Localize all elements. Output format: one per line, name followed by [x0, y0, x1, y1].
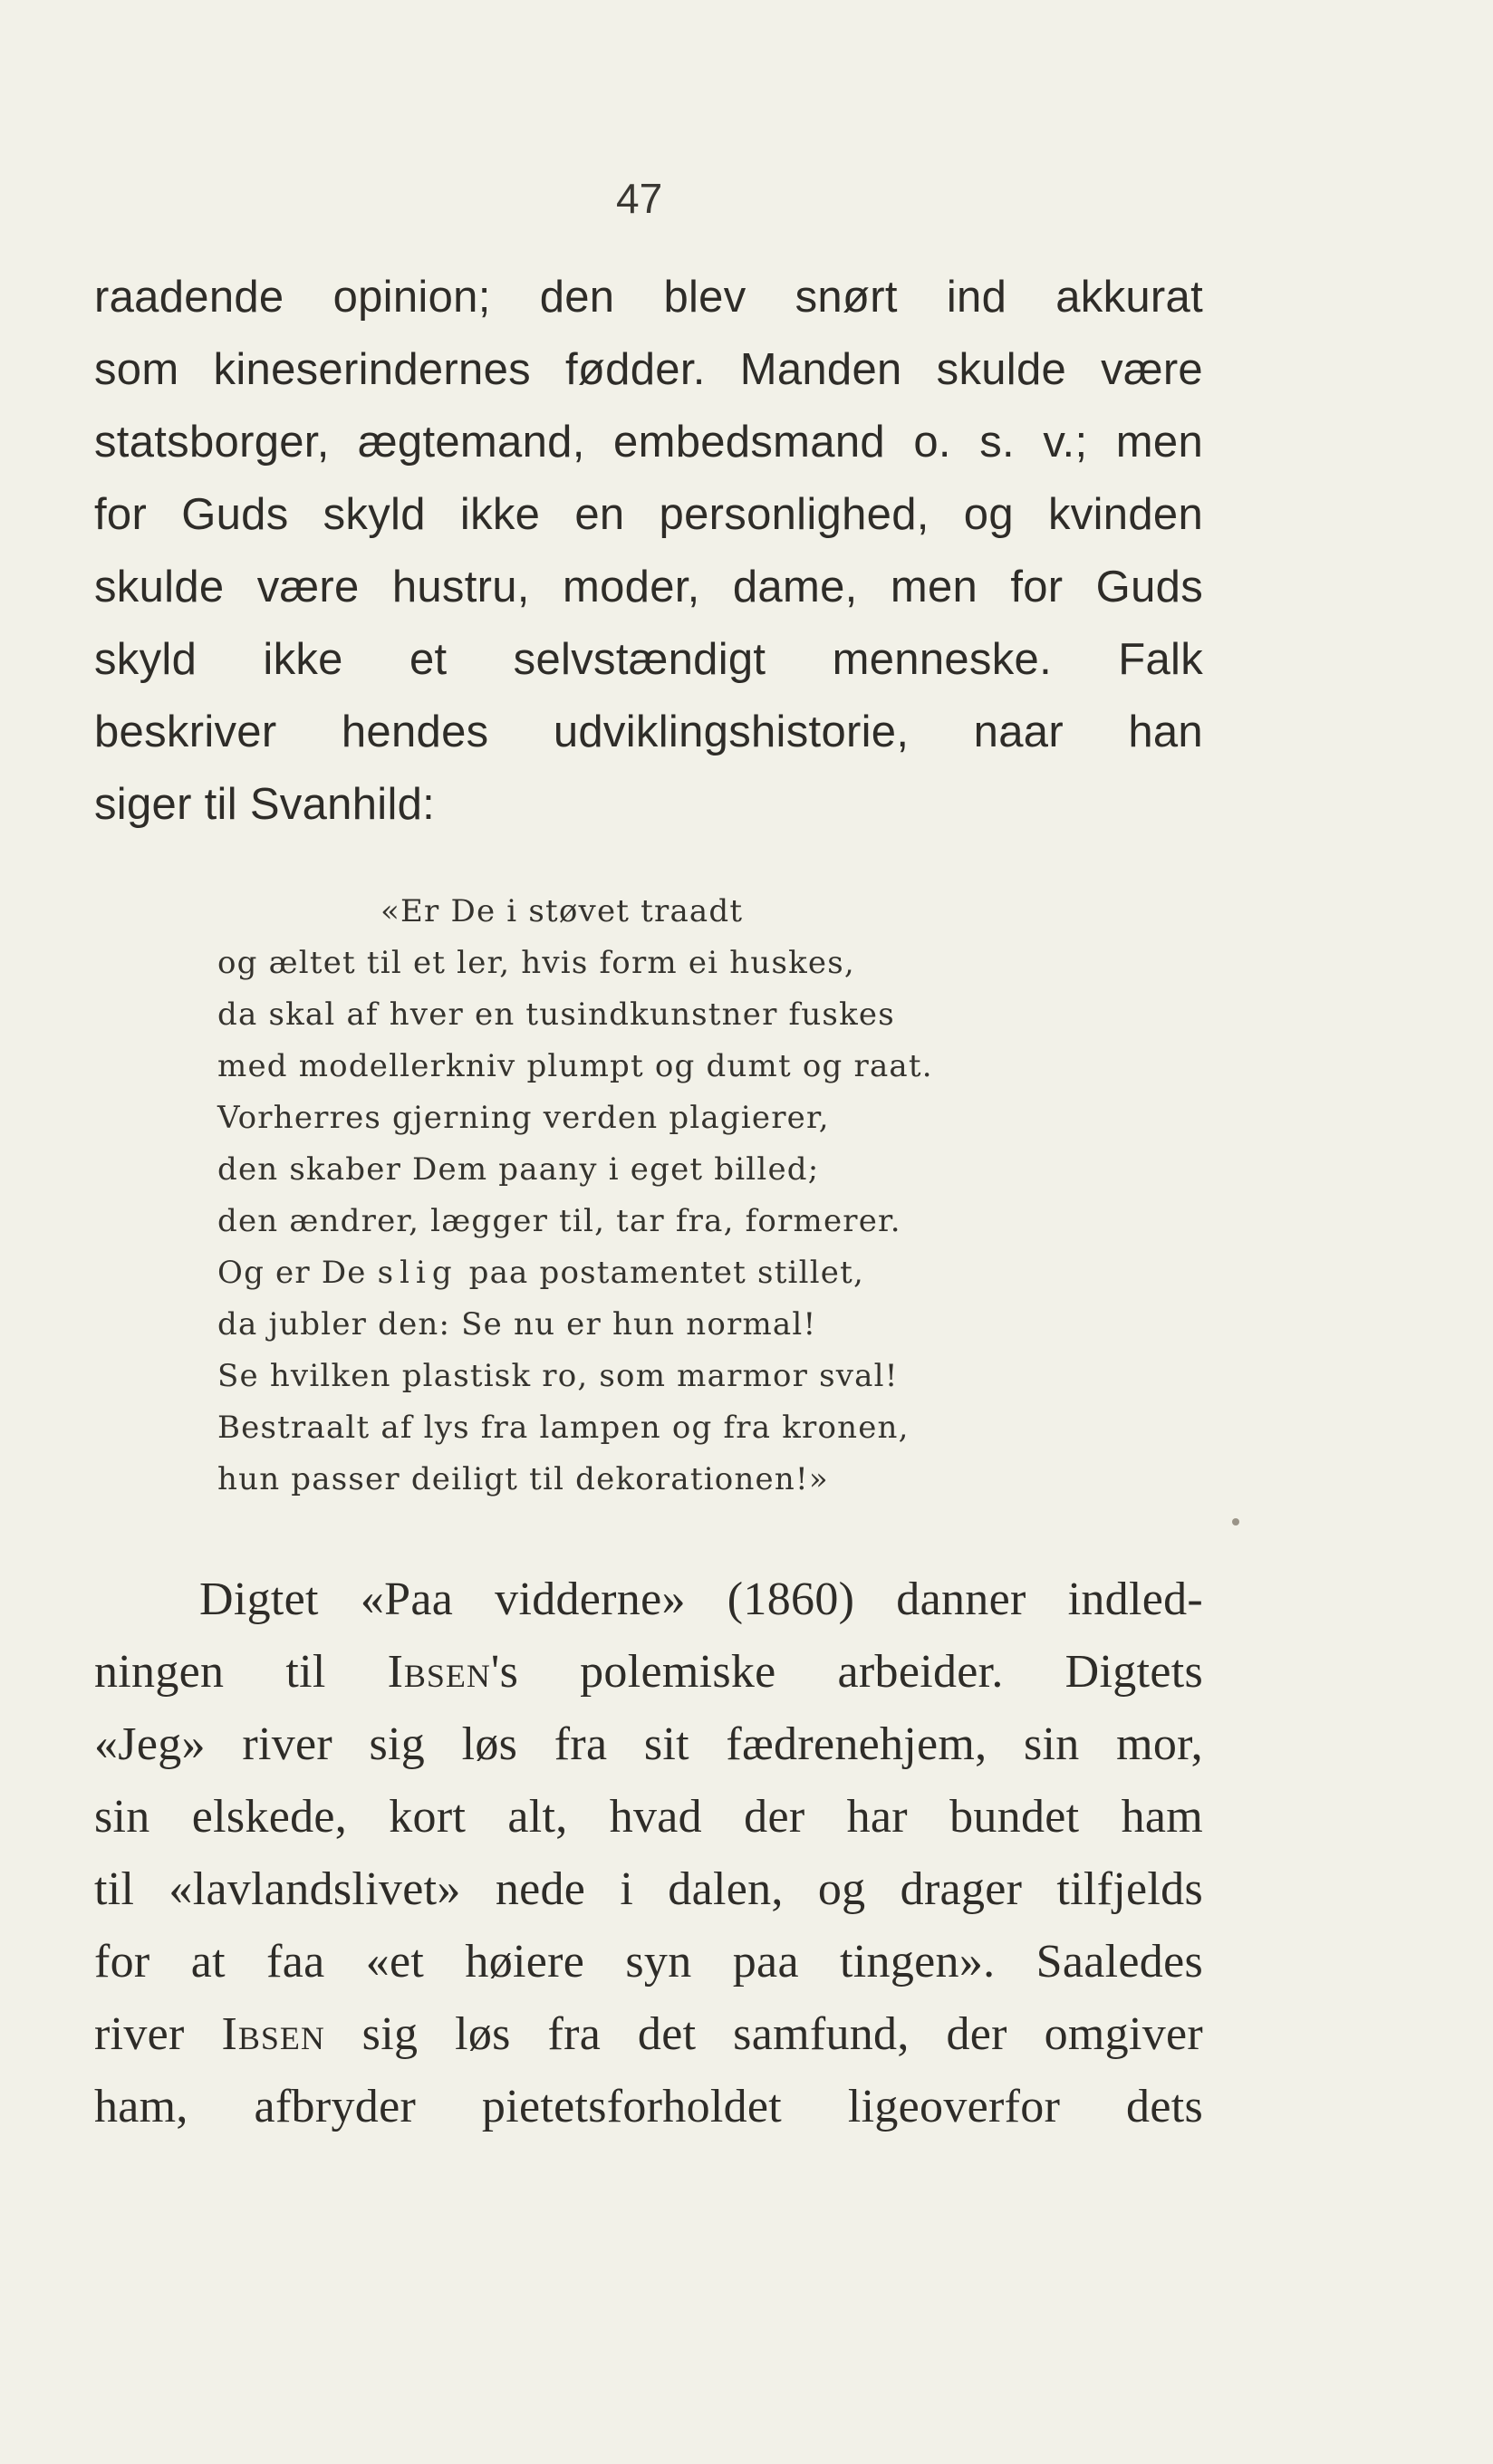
- verse-line: [217, 1247, 1033, 1299]
- text-line: skyld ikke et selvstændigt menneske. Falk: [94, 635, 1203, 684]
- text-line: siger til Svanhild:: [94, 780, 436, 829]
- verse-line: Vorherres gjerning verden plagierer,: [217, 1100, 830, 1136]
- text-line: skulde være hustru, moder, dame, men for Guds: [94, 563, 1203, 611]
- verse-line: den ændrer, lægger til, tar fra, formerer.: [217, 1203, 901, 1239]
- text-line: for at faa «et høiere syn paa tingen». Saaledes: [94, 1936, 1203, 1988]
- verse-line: da jubler den: Se nu er hun normal!: [217, 1306, 817, 1343]
- text-line: «Jeg» river sig løs fra sit fædrenehjem, sin mor,: [94, 1718, 1203, 1770]
- text-line: [94, 1998, 1203, 2071]
- verse-line: «Er De i støvet traadt: [380, 893, 744, 929]
- verse-quote: [217, 886, 1033, 1506]
- text-line: ham, afbryder pietetsforholdet ligeoverfor dets: [94, 2081, 1203, 2132]
- text-line: raadende opinion; den blev snørt ind akkurat: [94, 273, 1203, 322]
- text-line: for Guds skyld ikke en personlighed, og kvinden: [94, 490, 1203, 539]
- verse-line: med modellerkniv plumpt og dumt og raat.: [217, 1048, 933, 1084]
- text-line: til «lavlandslivet» nede i dalen, og drager tilfjelds: [94, 1863, 1203, 1915]
- text-fragment: river: [94, 2008, 222, 2060]
- text-line: statsborger, ægtemand, embedsmand o. s. v.; men: [94, 418, 1203, 467]
- ink-speck-decoration: [1232, 1518, 1239, 1526]
- text-fragment: 's polemiske arbeider. Digtets: [490, 1646, 1203, 1698]
- verse-text: paa postamentet stillet,: [458, 1255, 864, 1291]
- verse-text: Og er De: [217, 1255, 378, 1291]
- verse-line: Se hvilken plastisk ro, som marmor sval!: [217, 1358, 899, 1394]
- verse-line: da skal af hver en tusindkunstner fuskes: [217, 996, 895, 1033]
- verse-line: den skaber Dem paany i eget billed;: [217, 1151, 820, 1188]
- text-line: sin elskede, kort alt, hvad der har bundet ham: [94, 1791, 1203, 1843]
- paragraph-2: [94, 1564, 1203, 2143]
- verse-line: Bestraalt af lys fra lampen og fra kronen,: [217, 1410, 910, 1446]
- page-number: 47: [616, 175, 663, 222]
- verse-line: hun passer deiligt til dekorationen!»: [217, 1461, 829, 1497]
- author-name: Ibsen: [221, 2008, 325, 2060]
- text-line: beskriver hendes udviklingshistorie, naar han: [94, 707, 1203, 756]
- text-line: [94, 1636, 1203, 1708]
- text-line: som kineserindernes fødder. Manden skulde være: [94, 345, 1203, 394]
- spaced-emphasis: slig: [377, 1255, 458, 1291]
- text-fragment: sig løs fra det samfund, der omgiver: [324, 2008, 1203, 2060]
- verse-line: og æltet til et ler, hvis form ei huskes,: [217, 945, 855, 981]
- author-name: Ibsen: [387, 1646, 491, 1698]
- paragraph-1: [94, 261, 1203, 841]
- text-line: Digtet «Paa vidderne» (1860) danner indled-: [199, 1574, 1203, 1625]
- text-fragment: ningen til: [94, 1646, 388, 1698]
